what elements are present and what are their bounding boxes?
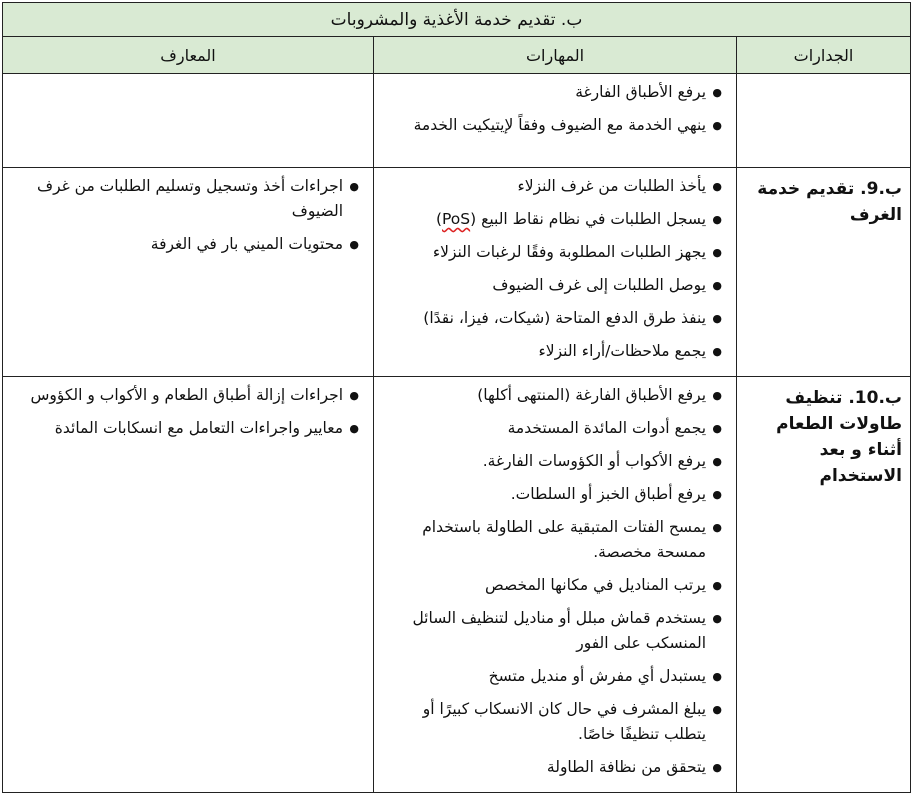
skill-item: ● يرفع الأكواب أو الكؤوسات الفارغة.: [380, 449, 722, 474]
skill-item: ● يستبدل أي مفرش أو منديل متسخ: [380, 664, 722, 689]
skill-item: ● يجمع ملاحظات/أراء النزلاء: [380, 339, 722, 364]
skill-item: ● يرفع الأطباق الفارغة: [380, 80, 722, 105]
competency-cell: [737, 74, 911, 168]
section-title-row: [3, 3, 911, 37]
skill-item: ● يمسح الفتات المتبقية على الطاولة باستخدام ممسحة مخصصة.: [380, 515, 722, 565]
skills-cell: [374, 168, 737, 377]
skill-item: ● يجمع أدوات المائدة المستخدمة: [380, 416, 722, 441]
section-title: ب. تقديم خدمة الأغذية والمشروبات: [3, 3, 911, 37]
competency-cell: ب.9. تقديم خدمة الغرف: [737, 168, 911, 377]
knowledge-item: ● اجراءات أخذ وتسجيل وتسليم الطلبات من غرف الضيوف: [9, 174, 359, 224]
skill-item: ● ينهي الخدمة مع الضيوف وفقاً لإيتيكيت الخدمة: [380, 113, 722, 138]
header-competencies: الجدارات: [737, 37, 911, 74]
skills-cell: [374, 377, 737, 793]
table-row: [3, 74, 911, 168]
skill-item: ● يتحقق من نظافة الطاولة: [380, 755, 722, 780]
skill-item: ● يرفع أطباق الخبز أو السلطات.: [380, 482, 722, 507]
skill-item: ● يرفع الأطباق الفارغة (المنتهى أكلها): [380, 383, 722, 408]
skills-cell: [374, 74, 737, 168]
skill-item: ● يرتب المناديل في مكانها المخصص: [380, 573, 722, 598]
competency-table: [2, 2, 911, 793]
header-skills: المهارات: [374, 37, 737, 74]
knowledge-cell: [3, 168, 374, 377]
knowledge-item: ● معايير واجراءات التعامل مع انسكابات المائدة: [9, 416, 359, 441]
skill-item: [380, 207, 722, 232]
knowledge-cell: [3, 377, 374, 793]
skill-item: ● يبلغ المشرف في حال كان الانسكاب كبيرًا أو يتطلب تنظيفًا خاصًا.: [380, 697, 722, 747]
skill-item: ● يجهز الطلبات المطلوبة وفقًا لرغبات النزلاء: [380, 240, 722, 265]
skill-item: ● يأخذ الطلبات من غرف النزلاء: [380, 174, 722, 199]
table-row: [3, 377, 911, 793]
skill-item: ● ينفذ طرق الدفع المتاحة (شيكات، فيزا، نقدًا): [380, 306, 722, 331]
skill-text: يسجل الطلبات في نظام نقاط البيع (PoS): [435, 210, 707, 228]
knowledge-item: ● اجراءات إزالة أطباق الطعام و الأكواب و الكؤوس: [9, 383, 359, 408]
header-knowledge: المعارف: [3, 37, 374, 74]
knowledge-item: ● محتويات الميني بار في الغرفة: [9, 232, 359, 257]
skill-item: ● يوصل الطلبات إلى غرف الضيوف: [380, 273, 722, 298]
header-row: [3, 37, 911, 74]
knowledge-cell: [3, 74, 374, 168]
table-row: [3, 168, 911, 377]
competency-cell: ب.10. تنظيف طاولات الطعام أثناء و بعد الاستخدام: [737, 377, 911, 793]
skill-item: ● يستخدم قماش مبلل أو مناديل لتنظيف السائل المنسكب على الفور: [380, 606, 722, 656]
spellcheck-mark: PoS: [442, 210, 471, 228]
